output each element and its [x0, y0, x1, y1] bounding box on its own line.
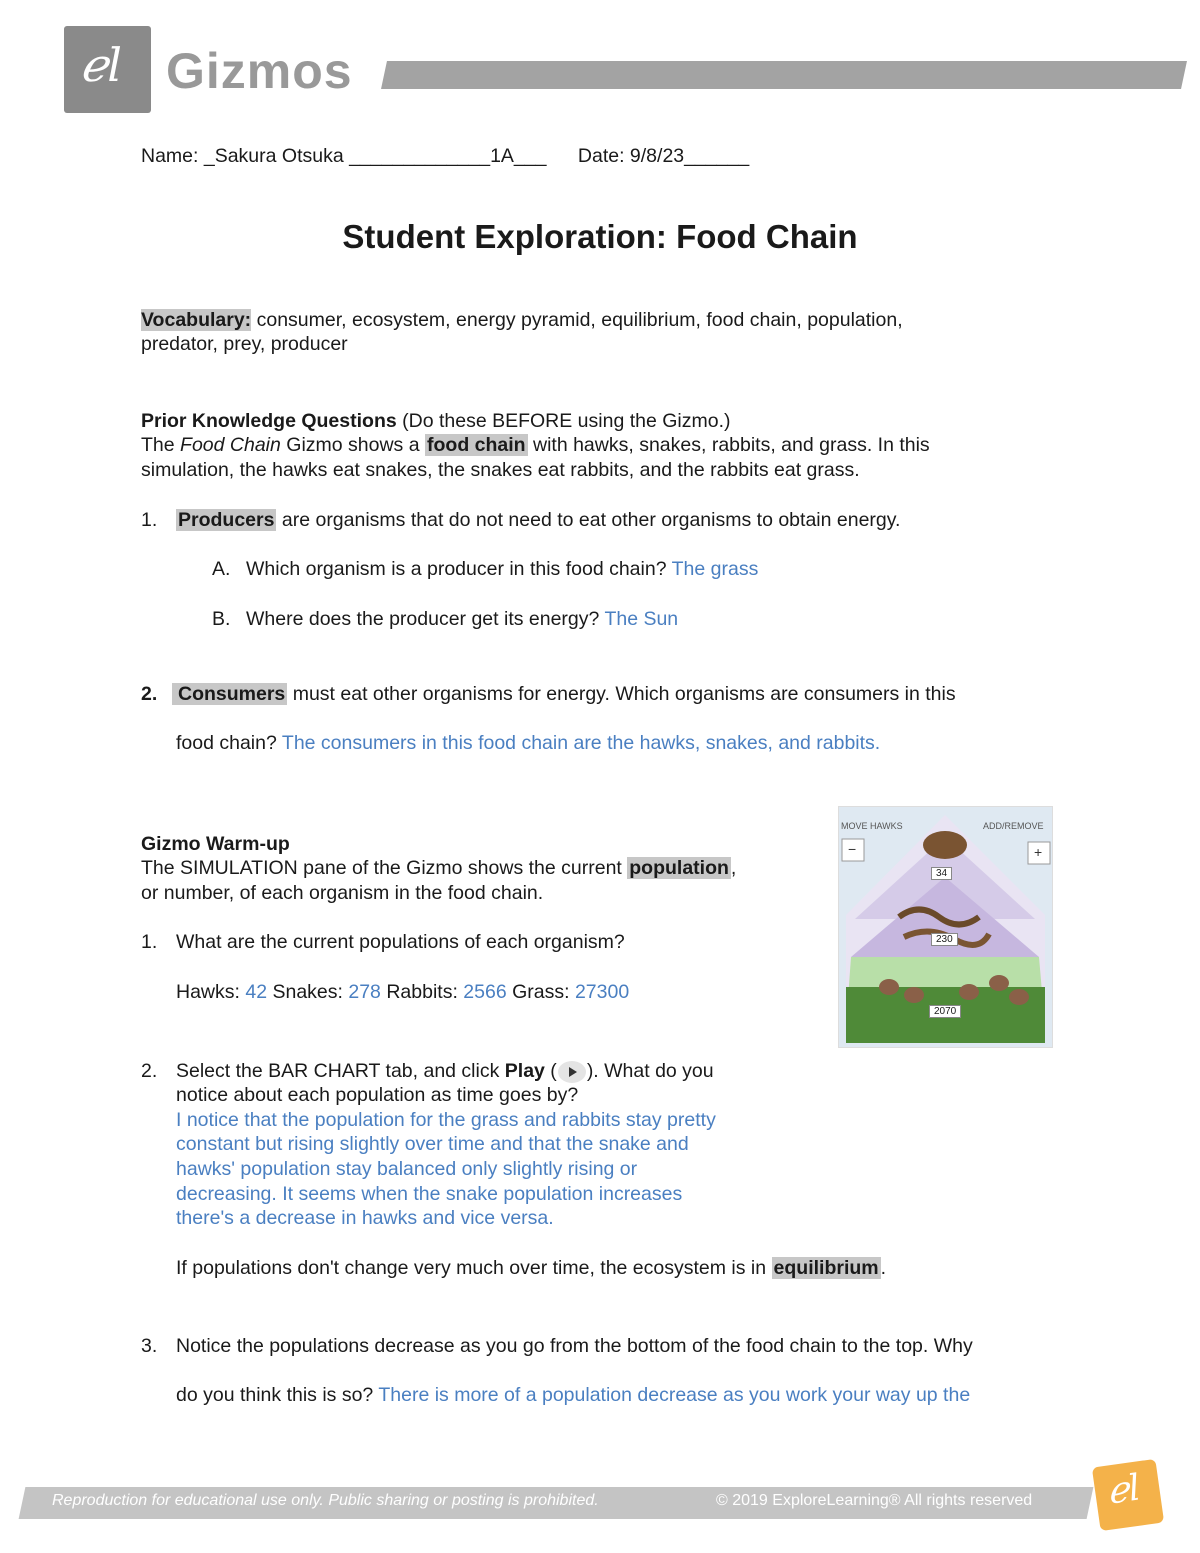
rabbits-label: Rabbits:: [380, 981, 464, 1003]
prior-intro-line-2: simulation, the hawks eat snakes, the snakes eat rabbits, and the rabbits eat grass.: [141, 459, 860, 481]
prior-q1-number: 1.: [141, 509, 158, 531]
intro-italic: Food Chain: [180, 434, 281, 456]
page-title: Student Exploration: Food Chain: [342, 218, 858, 255]
producers-term: Producers: [178, 509, 275, 531]
prior-heading: [141, 409, 731, 433]
student-name: Name: _Sakura Otsuka _____________1A___: [141, 145, 547, 167]
food-chain-term: food chain: [427, 434, 526, 456]
prior-heading-text: Prior Knowledge Questions: [141, 410, 397, 432]
date-field: Date: 9/8/23______: [577, 145, 750, 167]
population-answers: [176, 980, 629, 1004]
prior-q2-text-2: food chain?: [176, 732, 282, 754]
prior-qb-answer: The Sun: [604, 608, 679, 630]
play-term: Play: [504, 1060, 545, 1082]
prior-q2-line-2: [176, 731, 880, 755]
prior-qa-text: Which organism is a producer in this food chain?: [246, 558, 672, 580]
prior-q1: [176, 508, 900, 532]
intro-text-a: The: [141, 434, 181, 456]
warmup-q2-answer-line-5: there's a decrease in hawks and vice versa.: [176, 1207, 554, 1229]
warmup-q1-text: What are the current populations of each organism?: [176, 931, 625, 953]
logo-mark-text: ℯl: [80, 38, 122, 92]
plus-button-icon: +: [1034, 844, 1043, 860]
warmup-heading: Gizmo Warm-up: [141, 833, 290, 855]
warmup-q2-c: ). What do you: [586, 1060, 714, 1082]
grass-label: Grass:: [506, 981, 575, 1003]
prior-qb-label: B.: [212, 608, 231, 630]
vocabulary-label: Vocabulary:: [141, 309, 252, 331]
warmup-intro-a: The SIMULATION pane of the Gizmo shows the current: [141, 857, 628, 879]
prior-heading-note: (Do these BEFORE using the Gizmo.): [396, 410, 731, 432]
warmup-q3-text: Notice the populations decrease as you go from the bottom of the food chain to the top. Why: [176, 1335, 973, 1357]
name-line: [141, 144, 749, 168]
play-icon: [558, 1061, 586, 1083]
warmup-q2-b: (: [544, 1060, 557, 1082]
grass-value: 27300: [574, 981, 630, 1003]
warmup-q2-answer-line-1: I notice that the population for the grass and rabbits stay pretty: [176, 1109, 716, 1131]
prior-qa-answer: The grass: [671, 558, 759, 580]
explorelearning-logo-icon: [1092, 1459, 1164, 1531]
warmup-q2-a: Select the BAR CHART tab, and click: [176, 1060, 505, 1082]
intro-text-c: with hawks, snakes, rabbits, and grass. In this: [527, 434, 930, 456]
warmup-q3-line-2: [176, 1383, 970, 1407]
hawks-value: 42: [245, 981, 268, 1003]
warmup-q2-answer-line-3: hawks' population stay balanced only slightly rising or: [176, 1158, 638, 1180]
footer-copyright: © 2019 ExploreLearning® All rights reserved: [716, 1492, 1033, 1509]
equilibrium-text-b: .: [880, 1257, 887, 1279]
minus-button-icon: −: [848, 841, 857, 857]
prior-q2-text: must eat other organisms for energy. Which organisms are consumers in this: [287, 683, 956, 705]
warmup-q3-text-2: do you think this is so?: [176, 1384, 379, 1406]
population-term: population: [629, 857, 729, 879]
vocabulary-line-2: predator, prey, producer: [141, 333, 348, 355]
simulation-pyramid-image: [838, 806, 1053, 1048]
prior-qa-label: A.: [212, 558, 231, 580]
vocabulary-line-1: [141, 308, 903, 332]
hawks-label: Hawks:: [176, 981, 246, 1003]
vocabulary-terms: consumer, ecosystem, energy pyramid, equilibrium, food chain, population,: [251, 309, 903, 331]
warmup-q1-number: 1.: [141, 931, 158, 953]
warmup-q2-answer-line-2: constant but rising slightly over time and that the snake and: [176, 1133, 689, 1155]
warmup-q2-number: 2.: [141, 1060, 158, 1082]
hawk-count-label: 34: [931, 867, 952, 880]
rabbits-value: 2566: [463, 981, 507, 1003]
warmup-q3-answer: There is more of a population decrease as you work your way up the: [378, 1384, 971, 1406]
prior-q1-text: are organisms that do not need to eat other organisms to obtain energy.: [276, 509, 901, 531]
rabbit-count-label: 2070: [929, 1005, 961, 1018]
warmup-q2: [176, 1059, 714, 1083]
warmup-intro-line-2: or number, of each organism in the food chain.: [141, 882, 544, 904]
warmup-q2-answer-line-4: decreasing. It seems when the snake population increases: [176, 1183, 683, 1205]
prior-q2-answer: The consumers in this food chain are the hawks, snakes, and rabbits.: [281, 732, 881, 754]
prior-qb: [246, 607, 678, 631]
header-bar: [381, 61, 1187, 89]
snakes-label: Snakes:: [267, 981, 349, 1003]
prior-intro-line-1: [141, 433, 930, 457]
move-hawks-label: MOVE HAWKS: [841, 821, 903, 831]
prior-qa: [246, 557, 758, 581]
add-remove-label: ADD/REMOVE: [983, 821, 1044, 831]
warmup-q2-line-2: notice about each population as time goes by?: [176, 1084, 579, 1106]
prior-q2-number: 2.: [141, 683, 158, 705]
equilibrium-text-a: If populations don't change very much over time, the ecosystem is in: [176, 1257, 772, 1279]
warmup-q3-number: 3.: [141, 1335, 158, 1357]
snake-count-label: 230: [931, 933, 958, 946]
gizmos-logo-mark: [64, 26, 151, 113]
warmup-intro-line-1: [141, 856, 736, 880]
intro-text-b: Gizmo shows a: [280, 434, 425, 456]
equilibrium-line: [176, 1256, 886, 1280]
footer-disclaimer: Reproduction for educational use only. Public sharing or posting is prohibited.: [52, 1492, 599, 1509]
snakes-value: 278: [348, 981, 381, 1003]
consumers-term: Consumers: [172, 683, 287, 705]
prior-q2: [172, 682, 956, 706]
footer-logo-mark: ℯl: [1104, 1467, 1143, 1513]
equilibrium-term: equilibrium: [773, 1257, 879, 1279]
gizmos-logo-text: Gizmos: [166, 43, 353, 99]
warmup-intro-b: ,: [730, 857, 737, 879]
prior-qb-text: Where does the producer get its energy?: [246, 608, 605, 630]
